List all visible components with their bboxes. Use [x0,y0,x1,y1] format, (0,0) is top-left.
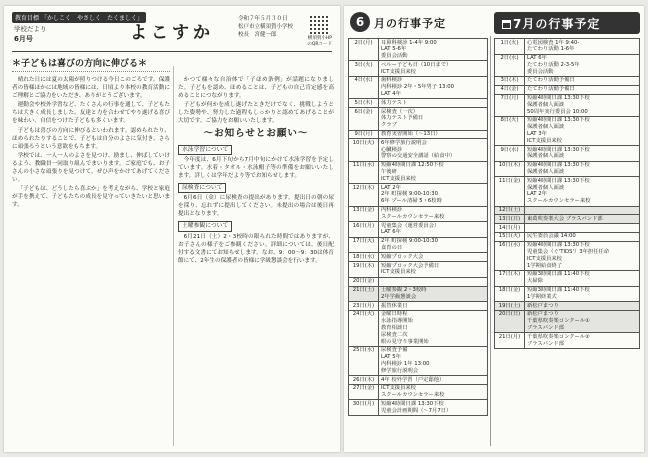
publication-name: 学校だより [14,25,47,33]
newsletter-title: よこすか [130,23,214,43]
schedule-date: 7日(月) [495,94,525,116]
schedule-divider [490,36,491,446]
schedule-date: 16日(水) [495,241,525,270]
schedule-events [525,224,640,233]
notices-heading: ～お知らせとお願い～ [203,127,309,139]
schedule-row [349,286,488,302]
schedule-date: 2日(月) [349,39,379,61]
schedule-date: 10日(木) [495,161,525,177]
schedule-row [349,184,488,206]
schedule-events: 尿検査（一次） 体力テスト予備日 クラブ [379,108,488,130]
schedule-row [349,222,488,238]
schedule-row [495,94,640,116]
schedule-row [495,310,640,332]
article-body [12,76,170,210]
schedule-events: 短縮4時間日課 12:50下校 午後研 ICT支援員来校 [379,161,488,183]
schedule-events: 児童集会（運営委員会） LAT 6年 [379,222,488,238]
schedule-date: 16日(月) [349,222,379,238]
principal-name: 校長 宮健一郎 [238,32,277,38]
schedule-date: 21日(月) [495,333,525,349]
schedule-row [349,139,488,161]
school-name: 松戸市立横須賀小学校 [238,24,294,30]
schedule-date: 9日(水) [495,146,525,162]
schedule-events: たてわり活動予備日 [525,85,640,94]
schedule-row [349,346,488,375]
paragraph: かつて様々な自治体で「子ほめ条例」が話題になりました。子どもを認め、ほめることは、子どもの自己肯定感を高めることにつながります。 [178,77,334,100]
schedule-date: 17日(火) [349,237,379,253]
motto [12,12,146,23]
schedule-row [349,61,488,77]
schedule-events: LAT 2年 2年 町探検 9:00-10:30 6年 プール清掃 5・6校時 [379,184,488,206]
schedule-events: 耳鼻科検診 1-4年 9:00 LAT 5-6年 委員会活動 [379,39,488,61]
notice-title-saturday-visit: 土曜参観について [178,221,232,231]
issue-number: 6月号 [14,35,33,43]
schedule-row [495,302,640,311]
schedule-row [495,333,640,349]
schedule-date: 19日(土) [495,302,525,311]
article-headline: ＊子どもは喜びの方向に伸びる＊ [12,58,170,72]
schedule-row [495,270,640,286]
schedule-row [495,76,640,85]
schedule-row [349,99,488,108]
schedule-date: 11日(水) [349,161,379,183]
schedule-date: 21日(土) [349,286,379,302]
notice-text-saturday-visit: 6月21日（土）2・3校時の限られた時間ではありますが、お子さんの様子をご参観ください。詳細については、後日配付する文書にてお知らせします。なお、9：00～9：30は体育館にて、2年生の保護者の皆様に学級懇談会を行います。 [178,233,334,264]
schedule-events: 教育実習開始（～13日） [379,130,488,139]
schedule-events: たてわり活動予備日 [525,76,640,85]
notice-title-swimming: 水泳学習について [178,145,232,155]
paragraph: 晴れた日には夏の太陽が照りつける今日このごろです。保護者の皆様ほかには地域の皆様には、日頃より本校の教育活動にご理解とご協力をいただき、ありがとうございます。 [12,77,170,100]
schedule-events: 振替休業日 [379,302,488,311]
july-schedule-header [494,12,640,34]
schedule-events: 短縮4時間日課 13:30下校 保護者個人面談 [525,161,640,177]
qr-code-icon [310,14,330,34]
notice-text-urine-test: 6月6日（金）に尿検査の提出があります。提出日の朝の尿を採り、忘れずに提出してください。未提出の場合は後日再提出となります。 [178,195,334,218]
schedule-date: 11日(金) [495,177,525,206]
schedule-date: 5日(木) [349,99,379,108]
article-column-1 [12,58,170,211]
schedule-date: 8日(火) [495,116,525,145]
schedule-events: 金曜日時程 水泳指導開始 教育相談日 尿検査二次 眼の見守り事業開始 [379,310,488,346]
schedule-events: 短縮3時間日課 11:40下校 1学期終業式 [525,286,640,302]
schedule-events: 土曜参観 2・3校時 2年学級懇談会 [379,286,488,302]
schedule-row [349,76,488,98]
article-column-2 [178,76,334,265]
schedule-date: 14日(月) [495,224,525,233]
schedule-row [495,177,640,206]
schedule-date: 30日(月) [349,400,379,416]
schedule-row [349,237,488,253]
schedule-events: LAT 6年 たてわり活動 2-3-5年 委員会活動 [525,54,640,76]
july-schedule-title-wrap [502,15,600,32]
schedule-row [349,262,488,278]
header-info [238,15,293,39]
schedule-date: 6日(金) [349,108,379,130]
schedule-row [349,384,488,400]
schedule-events: 4年 校外学習（戸定邸他） [379,376,488,385]
schedule-events: 短縮4時間日課 13:30下校 保護者個人面談 LAT 2年 スクールカウンセラー来校 [525,177,640,206]
schedule-row [495,54,640,76]
schedule-date: 27日(金) [349,384,379,400]
schedule-events: 体力テスト [379,99,488,108]
paragraph: 子どもは喜びの方向に伸びるといわれます。認められたり、ほめられたりすることで、子どもは自分のよさに気付き、さらに頑張ろうという意欲をもちます。 [12,127,170,150]
schedule-date: 25日(水) [349,346,379,375]
schedule-date: 17日(木) [495,270,525,286]
schedule-events: 心電図検査 1年 9:40- たてわり活動 1-6年 [525,39,640,55]
schedule-date: 18日(水) [349,253,379,262]
schedule-events: 短縮4時間日課 13:30下校 保護者個人面談 [525,146,640,162]
schedule-date: 20日(金) [349,277,379,286]
schedule-row [349,376,488,385]
newsletter-left-page [4,6,340,452]
schedule-row [349,130,488,139]
schedule-events: 短縮4時間日課 13:30下校 児童集会（ぐ'TIDS'）3年担任任命 ICT支援員来校 1学期給食終了 [525,241,640,270]
schedule-events: 短縮プロック大会 [379,253,488,262]
schedule-events: 尿検査予備 LAT 5年 内科検診 1年 13:00 修学旅行説明会 [379,346,488,375]
paragraph: 学校では、一人一人のよさを見つけ、励まし、伸ばしていけるよう、教職員一同取り組んでまいります。ご家庭でも、お子さんの小さな頑張りを見つけて、ぜひ声をかけてあげてください。 [12,152,170,184]
masthead [12,12,332,52]
schedule-date: 26日(木) [349,376,379,385]
schedule-row [495,215,640,224]
schedule-events: 東葛吹奏楽大会 ブラスバンド部 [525,215,640,224]
schedule-events: 短縮4時間日課 13:30下校 保護者個人面談 50周年実行委員会 10:00 [525,94,640,116]
schedule-row [495,161,640,177]
july-schedule-title: 7月の行事予定 [513,17,601,31]
june-schedule-table [348,38,488,416]
schedule-date: 12日(木) [349,184,379,206]
schedule-events: 新松戸まつり [525,302,640,311]
june-month-badge: 6 [350,12,370,32]
schedule-row [495,232,640,241]
schedule-row [495,39,640,55]
schedule-row [495,286,640,302]
schedule-events: 内科検診 スクールカウンセラー来校 [379,206,488,222]
schedule-row [495,206,640,215]
schedule-row [349,161,488,183]
schedule-date: 4日(金) [495,85,525,94]
schedule-date: 4日(水) [349,76,379,98]
schedule-row [349,302,488,311]
schedule-row [495,146,640,162]
schedule-row [495,224,640,233]
schedule-date: 15日(火) [495,232,525,241]
schedule-row [495,241,640,270]
calendar-icon [502,20,511,29]
schedule-date: 3日(火) [349,61,379,77]
schedule-events: 短縮4時間日課 13:30下校 児童会計画期間（～7月7日） [379,400,488,416]
schedule-events: 短縮3時間日課 11:40下校 大掃除 [525,270,640,286]
schedule-events [525,206,640,215]
schedule-date: 12日(土) [495,206,525,215]
schedule-events: ICT支援員来校 スクールカウンセラー来校 [379,384,488,400]
schedule-row [349,253,488,262]
schedule-events: ペルー子ども日（10日まで） ICT支援員来校 [379,61,488,77]
paragraph: 「子どもは、どうしたら喜ぶか」を考えながら、学校と家庭が手を携えて、子どもたちの成長を見守っていきたいと思います。 [12,186,170,209]
schedule-events: 新松戸まつり 千葉県吹奏楽コンクール① ブラスバンド部 [525,310,640,332]
schedule-date: 2日(水) [495,54,525,76]
schedule-date: 18日(金) [495,286,525,302]
schedule-date: 1日(火) [495,39,525,55]
schedule-events: 2年 町探検 9:00-10:30 食育の日 [379,237,488,253]
schedule-date: 13日(金) [349,206,379,222]
schedule-events: 民生委員会議 14:00 [525,232,640,241]
schedule-date: 24日(火) [349,310,379,346]
issue-date: 令和７年５月３０日 [238,16,288,22]
column-divider [173,66,174,446]
schedule-events [379,277,488,286]
schedule-row [495,116,640,145]
motto-label: 教育目標 [15,15,40,22]
schedule-row [495,85,640,94]
schedule-events: 短縮プロック大会予備日 ICT支援員来校 [379,262,488,278]
schedule-row [349,310,488,346]
newsletter-right-page [344,6,644,452]
schedule-events: 歯科検診 内科検診 2年・5年男子 13:00 LAT 4年 [379,76,488,98]
june-schedule-title: 月の行事予定 [374,17,446,30]
schedule-date: 9日(月) [349,130,379,139]
schedule-date: 13日(日) [495,215,525,224]
june-schedule-header [348,12,486,34]
schedule-events: 千葉県吹奏楽コンクール② ブラスバンド部 [525,333,640,349]
notice-title-urine-test: 尿検査について [178,183,226,193]
schedule-date: 19日(木) [349,262,379,278]
schedule-row [349,277,488,286]
schedule-row [349,400,488,416]
schedule-row [349,108,488,130]
schedule-date: 23日(月) [349,302,379,311]
paragraph: 運動会や校外学習など、たくさんの行事を通して、子どもたちは大きく成長しました。友達と力を合わせてやり遂げる喜びを味わい、自信をつけた子どもも多くいます。 [12,102,170,125]
schedule-date: 3日(木) [495,76,525,85]
schedule-events: 短縮4時間日課 13:30下校 保護者個人面談 LAT 3年 ICT支援員来校 [525,116,640,145]
schedule-row [349,39,488,61]
schedule-row [349,206,488,222]
motto-text: 「かしこく やさしく たくましく」 [40,15,143,22]
notice-text-swimming: 今年度は、6月下旬から7月中旬にかけて水泳学習を予定しています。水着・タオル・水泳帽子等の準備をお願いいたします。詳しくは学年だより等でお知らせします。 [178,156,334,179]
schedule-events: 6年修学旅行説明会 心臓検診 警察の交通安全講話（給食中） [379,139,488,161]
paragraph: 子どもが何かを成し遂げたときだけでなく、挑戦しようとした姿勢や、努力した過程もしっかりと認めてあげることが大切です。ご協力をお願いいたします。 [178,102,334,125]
schedule-date: 10日(火) [349,139,379,161]
qr-caption: 横須賀小HP のQRコード [307,36,332,47]
july-schedule-table [494,38,640,349]
article-body-continued [178,76,334,126]
schedule-date: 20日(日) [495,310,525,332]
